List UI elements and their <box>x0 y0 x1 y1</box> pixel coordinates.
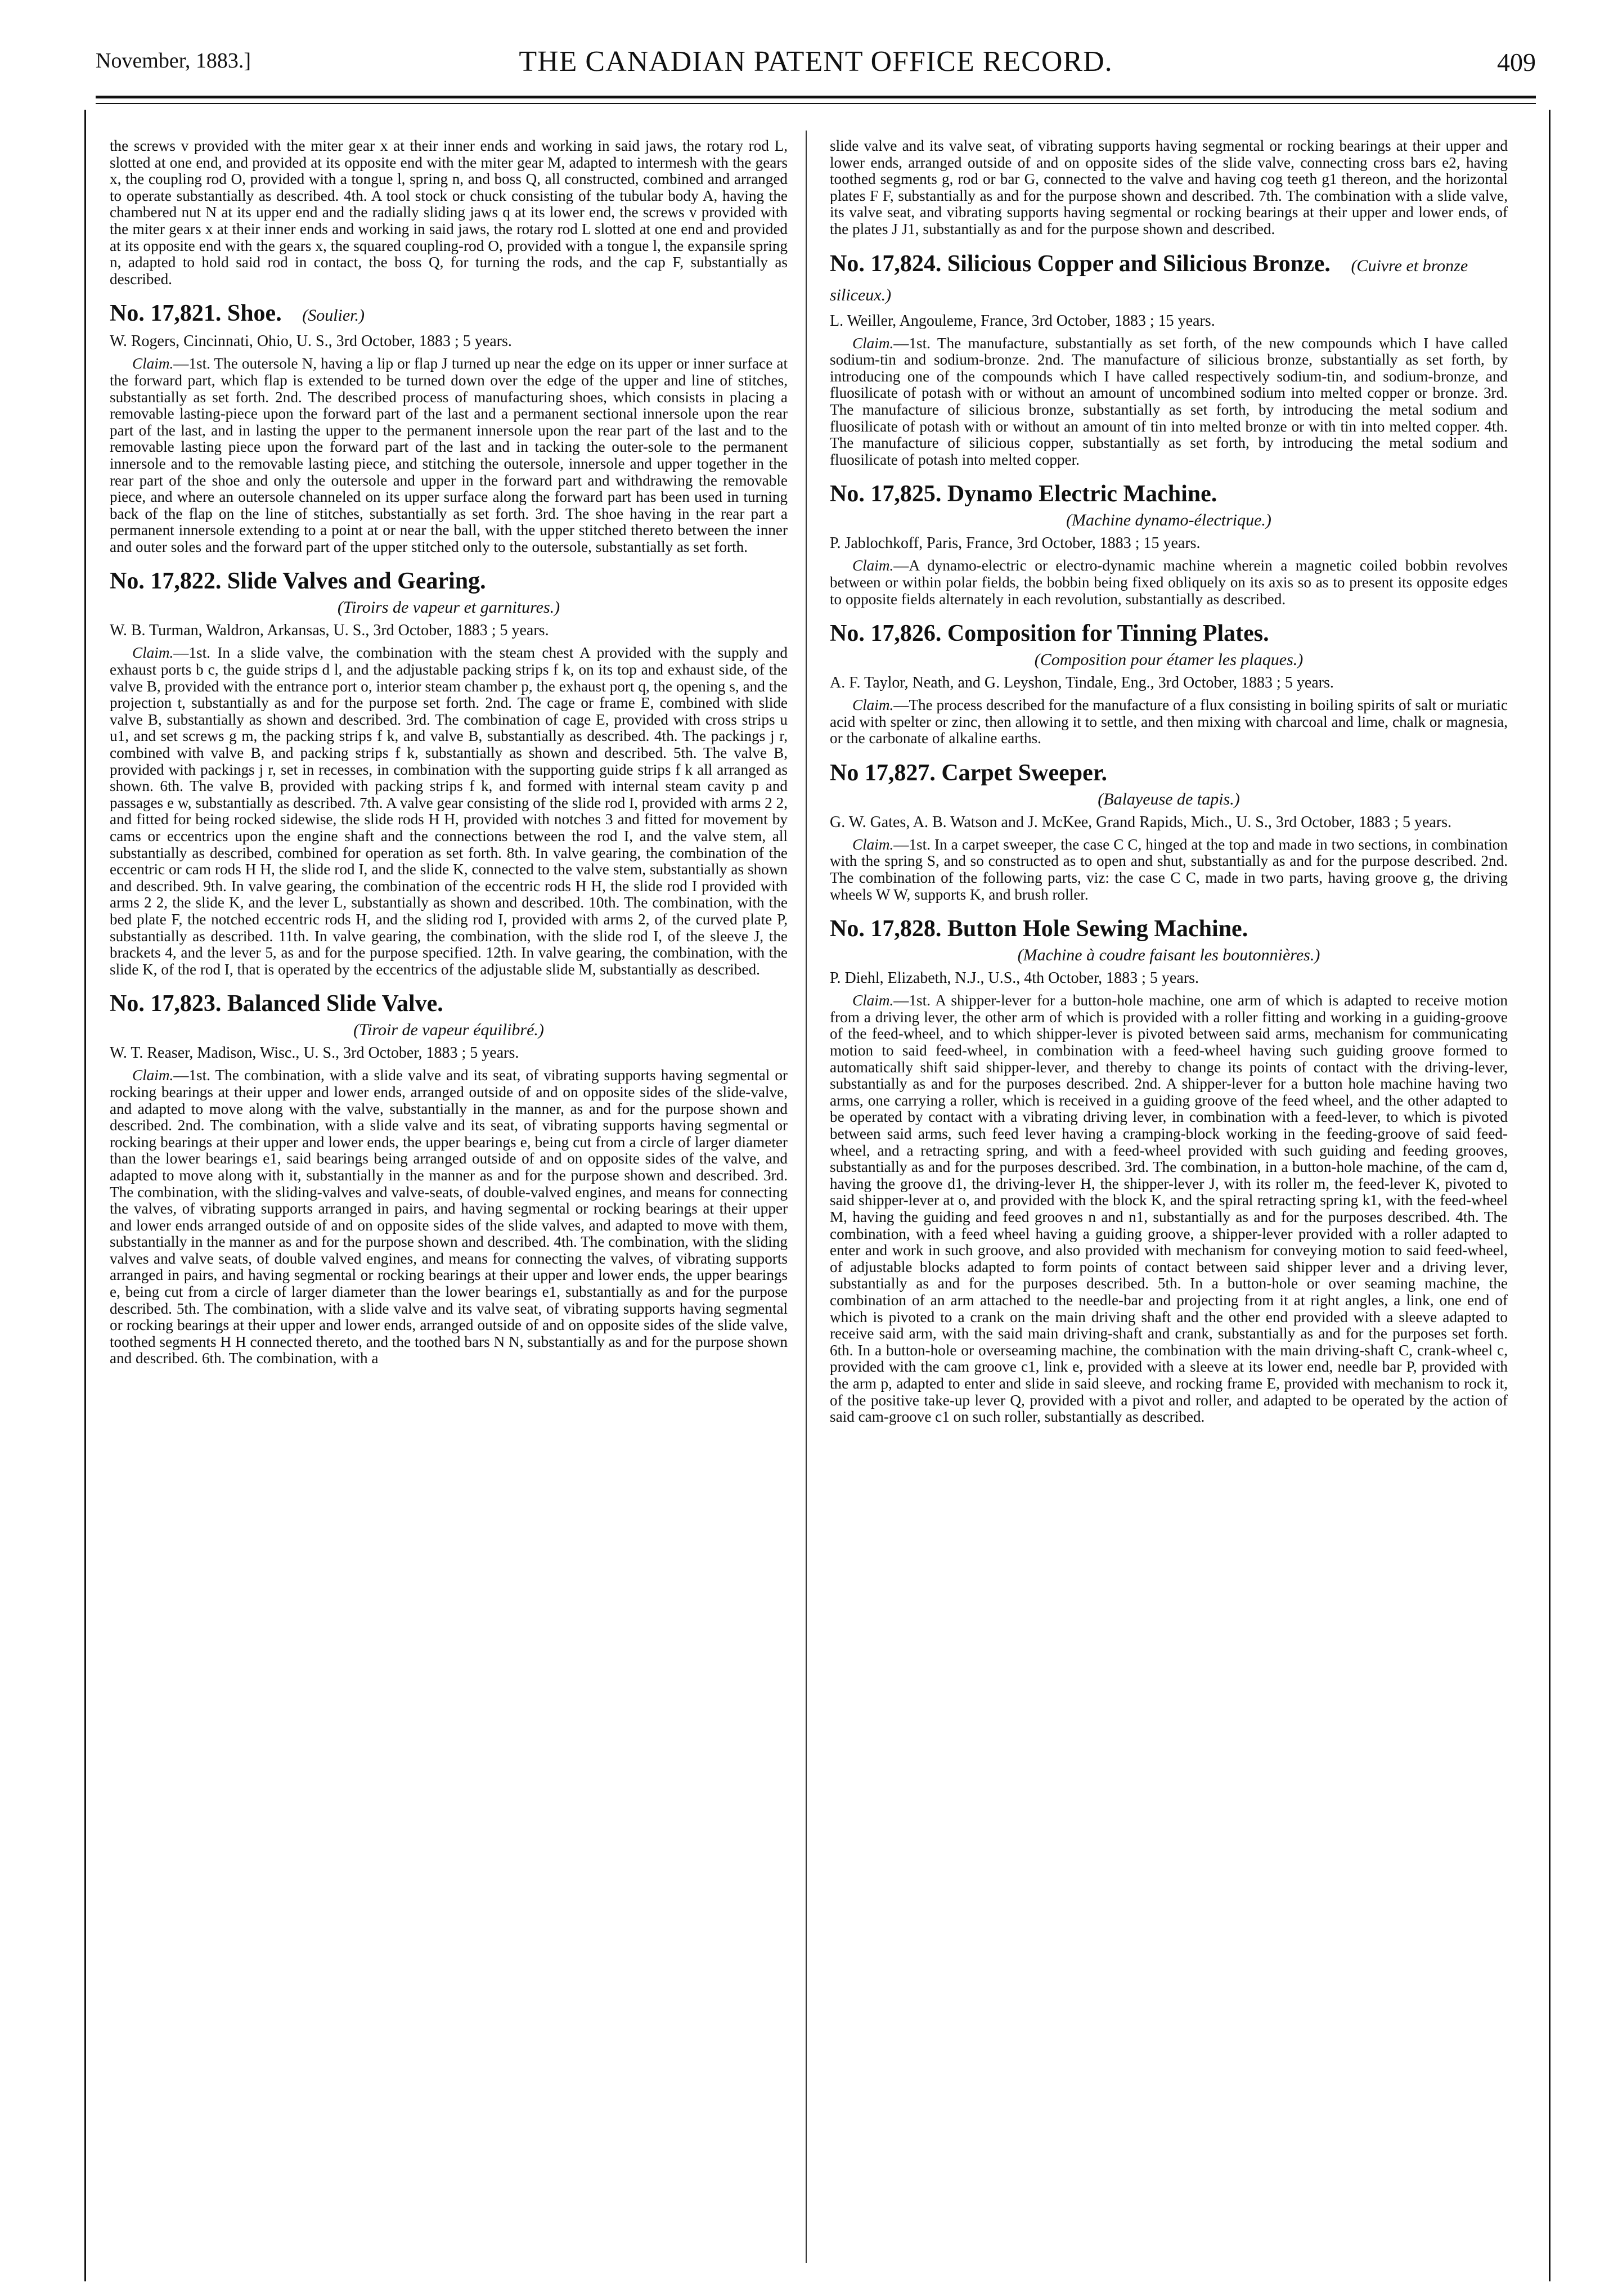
header-rule-thick <box>96 96 1536 98</box>
patent-entry <box>110 568 788 978</box>
claim-label: Claim. <box>132 1067 174 1084</box>
claim-text: —1st. In a slide valve, the combination with the steam chest A provided with the supply and exhaust ports b c, the guide strips d l, and the adjustable packing strips f k, on its top and exhaust side, of the valve B, provided with the entrance port o, interior steam chamber p, the exhaust port q, the opening s, and the projection t, substantially as and for the purpose set forth. 2nd. The cage or frame E, combined with slide valve B, substantially as shown and described. 3rd. The combination of cage E, provided with cross strips u u1, and set screws g m, the packing strips f k, and valve B, substantially as described. 4th. The packings j r, combined with valve B, and packing strips f k, substantially as shown and described. 5th. The valve B, provided with packings j r, set in recesses, in combination with the supporting guide strips f k all arranged as shown. 6th. The valve B, provided with packing strips f k, and formed with internal steam cavity p and passages e w, substantially as described. 7th. A valve gear consisting of the slide rod I, provided with arms 2 2, and fitted for being rocked sidewise, the slide rods H H, provided with notches 3 and fitted for movement by cams or eccentrics upon the engine shaft and the connections between the rod I, and the valve stem, all substantially as described, combined for operation as set forth. 8th. In valve gearing, the combination of the eccentric or cam rods H H, the slide rod I, and the slide K, connected to the valve stem, substantially as shown and described. 9th. In valve gearing, the combination of the eccentric rods H H, the slide rod I provided with arms 2 2, the slide K, and the lever L, substantially as shown and described. 10th. The combination, with the bed plate F, the notched eccentric rods H, and the sliding rod I, provided with arms 2, of the curved plate P, substantially as described. 11th. In valve gearing, the combination, with the slide rod I, of the sleeve J, the brackets 4, and the lever 5, as and for the purpose specified. 12th. In valve gearing, the combination, with the slide K, of the rod I, that is operated by the eccentrics of the adjustable slide M, substantially as described. <box>110 644 788 978</box>
patent-french-title: (Tiroirs de vapeur et garnitures.) <box>337 598 560 617</box>
page-number: 409 <box>1497 48 1536 77</box>
patent-entry <box>830 620 1508 747</box>
patent-french-title: (Composition pour étamer les plaques.) <box>1034 650 1304 670</box>
patent-heading <box>830 915 1508 942</box>
patent-entry <box>830 915 1508 1425</box>
patent-claim <box>110 1067 788 1367</box>
claim-label: Claim. <box>852 992 894 1009</box>
header-date: November, 1883.] <box>96 49 251 73</box>
patent-heading <box>110 568 788 595</box>
patent-title: Balanced Slide Valve. <box>227 991 443 1017</box>
patent-number: No 17,827. <box>830 760 936 786</box>
patent-title: Shoe. <box>227 300 282 327</box>
patent-title: Composition for Tinning Plates. <box>947 621 1269 647</box>
patent-french-title: (Tiroir de vapeur équilibré.) <box>353 1021 544 1040</box>
claim-label: Claim. <box>852 835 894 853</box>
patent-applicant: P. Jablochkoff, Paris, France, 3rd October, 1883 ; 15 years. <box>830 534 1201 552</box>
patent-french-title: (Cuivre et bronze siliceux.) <box>830 256 1468 304</box>
patent-number: No. 17,825. <box>830 481 942 507</box>
patent-title: Carpet Sweeper. <box>941 760 1108 786</box>
patent-french-title: (Machine à coudre faisant les boutonnières.) <box>1017 946 1320 965</box>
claim-text: —1st. In a carpet sweeper, the case C C, hinged at the top and made in two sections, in combination with the spring S, and so constructed as to open and shut, substantially as and for the purpose described. 2nd. The combination of the following parts, viz: the case C C, made in two parts, having groove g, the driving wheels W W, supports K, and brush roller. <box>830 835 1508 903</box>
claim-text: —A dynamo-electric or electro-dynamic machine wherein a magnetic coiled bobbin revolves between or within polar fields, the bobbin being fixed obliquely on its axis so as to present its opposite edges to opposite fields alternately in each revolution, substantially as described. <box>830 557 1508 608</box>
patent-heading <box>110 300 788 329</box>
patent-applicant: W. T. Reaser, Madison, Wisc., U. S., 3rd October, 1883 ; 5 years. <box>110 1044 519 1062</box>
patent-number: No. 17,823. <box>110 991 222 1017</box>
patent-applicant: W. Rogers, Cincinnati, Ohio, U. S., 3rd October, 1883 ; 5 years. <box>110 333 512 351</box>
claim-label: Claim. <box>852 334 894 352</box>
left-column <box>110 138 788 1367</box>
claim-text: —1st. The combination, with a slide valve and its seat, of vibrating supports having segmental or rocking bearings at their upper and lower ends, arranged outside of and on opposite sides of the slide-valve, and adapted to move along with the valve, substantially in the manner, as and for the purpose shown and described. 2nd. The combination, with a slide valve and its seat, of vibrating supports having segmental or rocking bearings at their upper and lower ends, the upper bearings e, being cut from a circle of larger diameter than the lower bearings e1, said bearings being arranged outside of and on opposite sides of the valve, and adapted to move along with it, substantially in the manner as and for the purpose shown and described. 3rd. The combination, with the sliding-valves and valve-seats, of double-valved engines, and means for connecting the valves, of vibrating supports arranged in pairs, and having segmental or rocking bearings at their upper and lower ends arranged outside of and on opposite sides of the slide valves, and adapted to move with them, substantially in the manner as and for the purpose shown and described. 4th. The combination, with the sliding valves and valve seats, of double valved engines, and means for connecting the valves, of vibrating supports arranged in pairs, and having segmental or rocking bearings at their upper and lower ends, the upper bearings e, being cut from a circle of larger diameter than the lower bearings e1, substantially as and for the purpose described. 5th. The combination, with a slide valve and its valve seat, of vibrating supports having segmental or rocking bearings at their upper and lower ends, arranged outside of and on opposite sides of the slide valve, toothed segments H H connected thereto, and the toothed bars N N, substantially as and for the purpose shown and described. 6th. The combination, with a <box>110 1067 788 1367</box>
patent-claim <box>830 335 1508 469</box>
patent-applicant: G. W. Gates, A. B. Watson and J. McKee, Grand Rapids, Mich., U. S., 3rd October, 1883 ; 5 years. <box>830 813 1452 831</box>
patent-number: No. 17,828. <box>830 916 942 942</box>
header-title: THE CANADIAN PATENT OFFICE RECORD. <box>519 46 1113 78</box>
patent-entry <box>830 760 1508 903</box>
patent-heading <box>830 480 1508 507</box>
claim-label: Claim. <box>132 644 174 662</box>
patent-title: Dynamo Electric Machine. <box>947 481 1217 507</box>
patent-entry <box>830 480 1508 608</box>
patent-title: Slide Valves and Gearing. <box>227 568 486 595</box>
patent-claim <box>830 558 1508 608</box>
patent-applicant: A. F. Taylor, Neath, and G. Leyshon, Tindale, Eng., 3rd October, 1883 ; 5 years. <box>830 674 1334 692</box>
patent-entry <box>110 300 788 555</box>
claim-label: Claim. <box>132 355 174 372</box>
patent-number: No. 17,824. <box>830 250 942 277</box>
patent-number: No. 17,821. <box>110 300 222 327</box>
patent-french-title: (Balayeuse de tapis.) <box>1098 789 1240 808</box>
patent-number: No. 17,822. <box>110 568 222 595</box>
patent-applicant: W. B. Turman, Waldron, Arkansas, U. S., 3rd October, 1883 ; 5 years. <box>110 622 549 640</box>
patent-number: No. 17,826. <box>830 621 942 647</box>
patent-heading <box>830 760 1508 787</box>
patent-applicant: L. Weiller, Angouleme, France, 3rd October, 1883 ; 15 years. <box>830 312 1215 330</box>
claim-text: —The process described for the manufacture of a flux consisting in boiling spirits of salt or muriatic acid with spelter or zinc, then allowing it to settle, and then mixing with charcoal and lime, chalk or magnesia, or the carbonate of alkaline earths. <box>830 697 1508 747</box>
patent-claim <box>110 645 788 978</box>
patent-heading <box>830 250 1508 309</box>
claim-label: Claim. <box>852 697 894 714</box>
patent-claim <box>830 697 1508 747</box>
page-header <box>96 45 1536 79</box>
claim-label: Claim. <box>852 557 894 574</box>
patent-entry <box>110 990 788 1367</box>
continuation-text: slide valve and its valve seat, of vibrating supports having segmental or rocking bearings at their upper and lower ends, arranged outside of and on opposite sides of the slide valve, connecting cross bars e2, having toothed segments g, rod or bar G, connected to the valve and having cog teeth g1 thereon, and the horizontal plates F F, substantially as and for the purpose shown and described. 7th. The combination with a slide valve, its valve seat, and vibrating supports having segmental or rocking bearings at their upper and lower ends, of the plates J J1, substantially as and for the purpose shown and described. <box>830 137 1508 237</box>
continuation-text: the screws v provided with the miter gear x at their inner ends and working in said jaws, the rotary rod L, slotted at one end, and provided at its opposite end with the miter gear M, adapted to intermesh with the gears x, the coupling rod O, provided with a tongue l, spring n, and boss Q, all constructed, combined and arranged to operate substantially as described. 4th. A tool stock or chuck consisting of the tubular body A, having the chambered nut N at its upper end and the radially sliding jaws q at its lower end, the screws v provided with the miter gears x at their inner ends and working in said jaws, the rotary rod L slotted at one end and provided at its opposite end with the gears x, the squared coupling-rod O, provided with a tongue l, the expansile spring n, adapted to hold said rod in contact, the boss Q, for turning the rods, and the cap F, substantially as described. <box>110 137 788 287</box>
patent-title: Silicious Copper and Silicious Bronze. <box>947 250 1331 277</box>
patent-heading <box>110 990 788 1017</box>
claim-text: —1st. A shipper-lever for a button-hole machine, one arm of which is adapted to receive motion from a driving lever, the other arm of which is provided with a roller fitting and working in a guiding-groove of the feed-wheel, and to which shipper-lever is pivoted between said arms, mechanism for communicating motion to said feed-wheel, in combination with a feed-wheel having such guiding groove formed to automatically shift said shipper-lever, and thereby to change its points of contact with the driving-lever, substantially as and for the purposes described. 2nd. A shipper-lever for a button hole machine having two arms, one carrying a roller, which is received in a guiding groove of the feed wheel, and the other adapted to be operated by contact with a vibrating driving lever, in combination with a feed-lever, to which is pivoted between said arms, such feed lever having a cramping-block working in the feeding-groove of said feed-wheel, and a retracting spring, and with a feed-wheel provided with such guiding and feeding grooves, substantially as and for the purposes described. 3rd. The combination, in a button-hole machine, of the cam d, having the groove d1, the driving-lever H, the shipper-lever J, with its roller m, the feed-lever K, pivoted to said shipper-lever at o, and provided with the block K, and the spiral retracting spring k1, with the feed-wheel M, having the guiding and feed grooves n and n1, substantially as and for the purposes described. 4th. The combination, with a feed wheel having a guiding groove, a shipper-lever provided with a roller adapted to enter and work in such groove, and also provided with mechanism for conveying motion to said feed-wheel, of adjustable blocks adapted to form points of contact between said shipper lever and a driving lever, substantially as and for the purposes described. 5th. In a button-hole or over seaming machine, the combination of an arm attached to the needle-bar and projecting from it at right angles, a link, one end of which is pivoted to a crank on the main driving shaft and the other end provided with a sleeve adapted to receive said arm, with the said main driving-shaft and crank, substantially as and for the purposes set forth. 6th. In a button-hole or overseaming machine, the combination with the main driving-shaft C, crank-wheel c, provided with the cam groove c1, link e, provided with a sleeve at its lower end, needle bar P, provided with the arm p, adapted to enter and slide in said sleeve, and rocking frame E, provided with mechanism to rock it, of the positive take-up lever Q, provided with a pivot and roller, and adapted to be operated by the action of said cam-groove c1 on such roller, substantially as described. <box>830 992 1508 1426</box>
patent-entry <box>830 250 1508 469</box>
patent-french-title: (Soulier.) <box>302 306 365 325</box>
right-column <box>830 138 1508 1426</box>
patent-title: Button Hole Sewing Machine. <box>947 916 1248 942</box>
patent-heading <box>830 620 1508 647</box>
column-divider <box>806 131 807 2263</box>
patent-claim <box>830 837 1508 903</box>
claim-text: —1st. The manufacture, substantially as set forth, of the new compounds which I have called sodium-tin and sodium-bronze. 2nd. The manufacture of silicious bronze, substantially as set forth, by introducing one of the compounds which I have called respectively sodium-tin, and sodium-bronze, and fluosilicate of potash with or without an amount of uncombined sodium into melted copper or bronze. 3rd. The manufacture of silicious bronze, substantially as set forth, by introducing the metal sodium and fluosilicate of potash with or without an amount of tin into melted bronze or with tin into melted copper. 4th. The manufacture of silicious copper, substantially as set forth, by introducing the metal sodium and fluosilicate of potash into melted copper. <box>830 334 1508 468</box>
patent-french-title: (Machine dynamo-électrique.) <box>1066 511 1271 530</box>
patent-applicant: P. Diehl, Elizabeth, N.J., U.S., 4th October, 1883 ; 5 years. <box>830 969 1199 987</box>
claim-text: —1st. The outersole N, having a lip or flap J turned up near the edge on its upper or inner surface at the forward part, which flap is extended to be turned down over the edge of the upper and line of stitches, substantially as set forth. 2nd. The described process of manufacturing shoes, which consists in placing a removable lasting-piece upon the forward part of the last and a permanent sectional innersole upon the rear part of the last, and in lasting the upper to the permanent innersole upon the rear part of the last and to the removable lasting piece upon the forward part of the last and in tacking the outer-sole to the permanent innersole and to the removable lasting piece, and stitching the outersole, innersole and upper together in the rear part of the shoe and only the outersole and upper in the forward part and withdrawing the removable piece, and where an outersole channeled on its upper surface along the forward part has been used in turning back of the flap on the line of stitches, substantially as set forth. 3rd. The shoe having in the rear part a permanent innersole extending to a point at or near the ball, with the upper stitched thereto between the inner and outer soles and the forward part of the upper stitched only to the outersole, substantially as set forth. <box>110 355 788 555</box>
header-rule-thin <box>96 103 1536 104</box>
patent-claim <box>110 356 788 555</box>
patent-claim <box>830 992 1508 1425</box>
